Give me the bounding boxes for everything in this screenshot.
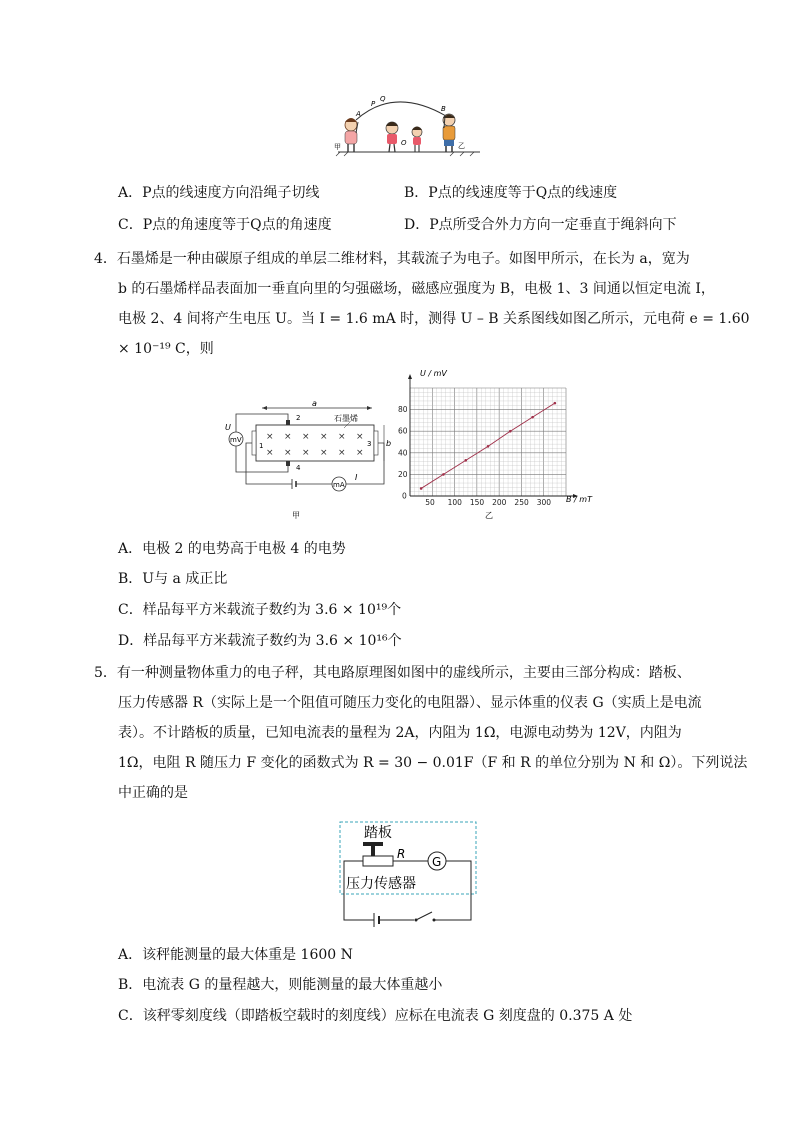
x-tick-label: 100 bbox=[447, 498, 462, 507]
chart-caption: 乙 bbox=[485, 511, 493, 520]
data-point bbox=[487, 445, 490, 448]
resistor-r-label: R bbox=[397, 847, 406, 861]
svg-text:×: × bbox=[320, 448, 328, 458]
rope-skipping-figure bbox=[334, 92, 484, 164]
electrode-3-label: 3 bbox=[367, 440, 372, 448]
label-b: B bbox=[441, 105, 446, 113]
q4-option-d[interactable]: D．样品每平方米载流子数约为 3.6 × 10¹⁶个 bbox=[118, 633, 402, 649]
x-tick-label: 50 bbox=[425, 498, 435, 507]
graphene-label: 石墨烯 bbox=[334, 414, 358, 423]
electrode-4-label: 4 bbox=[296, 464, 301, 472]
scale-circuit-figure bbox=[334, 816, 480, 928]
q5-option-c[interactable]: C．该秤零刻度线（即踏板空载时的刻度线）应标在电流表 G 刻度盘的 0.375 A 处 bbox=[118, 1008, 633, 1024]
current-i-label: I bbox=[355, 473, 358, 482]
x-tick-label: 250 bbox=[514, 498, 529, 507]
q5-stem-line-1: 5．有一种测量物体重力的电子秤，其电路原理图如图中的虚线所示，主要由三部分构成：踏板、 bbox=[94, 665, 691, 681]
svg-text:×: × bbox=[266, 448, 274, 458]
y-axis-label: U / mV bbox=[420, 369, 447, 378]
q5-option-a[interactable]: A．该秤能测量的最大体重是 1600 N bbox=[118, 947, 353, 963]
label-p: P bbox=[371, 100, 376, 108]
svg-text:×: × bbox=[302, 448, 310, 458]
mv-meter-label: mV bbox=[230, 436, 242, 444]
q5-stem-line-5: 中正确的是 bbox=[118, 785, 188, 801]
y-tick-label: 80 bbox=[398, 405, 408, 415]
svg-text:×: × bbox=[356, 432, 364, 442]
pressure-sensor-label: 压力传感器 bbox=[346, 876, 416, 892]
q3-option-b[interactable]: B．P点的线速度等于Q点的线速度 bbox=[404, 185, 618, 201]
x-axis-label: B / mT bbox=[566, 495, 592, 504]
label-o: O bbox=[401, 139, 407, 147]
svg-text:×: × bbox=[284, 432, 292, 442]
svg-text:×: × bbox=[338, 432, 346, 442]
fig-jia-caption: 甲 bbox=[292, 511, 300, 520]
dim-b-label: b bbox=[386, 439, 392, 448]
label-q: Q bbox=[380, 95, 386, 103]
x-tick-label: 300 bbox=[536, 498, 552, 507]
electrode-2-label: 2 bbox=[296, 414, 301, 422]
y-tick-label: 0 bbox=[402, 491, 407, 501]
svg-text:×: × bbox=[320, 432, 328, 442]
label-yi: 乙 bbox=[458, 142, 465, 150]
q4-option-c[interactable]: C．样品每平方米载流子数约为 3.6 × 10¹⁹个 bbox=[118, 602, 402, 618]
q4-option-a[interactable]: A．电极 2 的电势高于电极 4 的电势 bbox=[118, 541, 346, 557]
ma-meter-label: mA bbox=[333, 481, 345, 489]
galvanometer-g-label: G bbox=[432, 855, 442, 869]
data-point bbox=[420, 487, 423, 490]
q3-option-a[interactable]: A．P点的线速度方向沿绳子切线 bbox=[118, 185, 320, 201]
chart-grid bbox=[410, 388, 566, 496]
y-axis-arrow bbox=[408, 374, 412, 379]
dim-a-label: a bbox=[312, 399, 317, 408]
svg-text:×: × bbox=[356, 448, 364, 458]
y-tick-label: 40 bbox=[398, 448, 408, 458]
y-tick-label: 60 bbox=[398, 426, 408, 436]
q5-stem-line-4: 1Ω，电阻 R 随压力 F 变化的函数式为 R = 30 − 0.01F（F 和 R 的单位分别为 N 和 Ω）。下列说法 bbox=[118, 755, 748, 771]
u-label: U bbox=[225, 423, 231, 432]
data-point bbox=[554, 402, 557, 405]
svg-text:×: × bbox=[338, 448, 346, 458]
svg-text:×: × bbox=[266, 432, 274, 442]
q5-stem-line-3: 表）。不计踏板的质量，已知电流表的量程为 2A，内阻为 1Ω，电源电动势为 12V，内阻为 bbox=[118, 725, 682, 741]
q4-stem-line-4: × 10⁻¹⁹ C，则 bbox=[118, 341, 214, 357]
x-tick-label: 150 bbox=[469, 498, 485, 507]
q4-stem-line-2: b 的石墨烯样品表面加一垂直向里的匀强磁场，磁感应强度为 B，电极 1、3 间通以恒定电流 I， bbox=[118, 281, 715, 297]
pedal-label: 踏板 bbox=[364, 825, 392, 841]
q3-option-d[interactable]: D．P点所受合外力方向一定垂直于绳斜向下 bbox=[404, 217, 677, 233]
data-point bbox=[464, 459, 467, 462]
data-point bbox=[442, 473, 445, 476]
q4-option-b[interactable]: B．U与 a 成正比 bbox=[118, 571, 228, 587]
data-point bbox=[509, 430, 512, 433]
svg-text:×: × bbox=[284, 448, 292, 458]
label-jia: 甲 bbox=[334, 143, 341, 151]
u-b-chart bbox=[388, 366, 608, 522]
chart-series bbox=[420, 402, 556, 490]
x-tick-label: 200 bbox=[492, 498, 507, 507]
electrode-1-label: 1 bbox=[259, 442, 264, 450]
q4-stem-line-1: 4．石墨烯是一种由碳原子组成的单层二维材料，其载流子为电子。如图甲所示，在长为 a，宽为 bbox=[94, 251, 690, 267]
graphene-circuit-figure bbox=[222, 398, 392, 520]
svg-text:×: × bbox=[302, 432, 310, 442]
q5-option-b[interactable]: B．电流表 G 的量程越大，则能测量的最大体重越小 bbox=[118, 977, 443, 993]
data-point bbox=[531, 416, 534, 419]
label-a: A bbox=[356, 110, 361, 118]
q3-option-c[interactable]: C．P点的角速度等于Q点的角速度 bbox=[118, 217, 332, 233]
q4-stem-line-3: 电极 2、4 间将产生电压 U。当 I = 1.6 mA 时，测得 U – B 关系图线如图乙所示，元电荷 e = 1.60 bbox=[118, 311, 750, 327]
q5-stem-line-2: 压力传感器 R（实际上是一个阻值可随压力变化的电阻器）、显示体重的仪表 G（实质上是电流 bbox=[118, 695, 702, 711]
y-tick-label: 20 bbox=[398, 469, 408, 479]
